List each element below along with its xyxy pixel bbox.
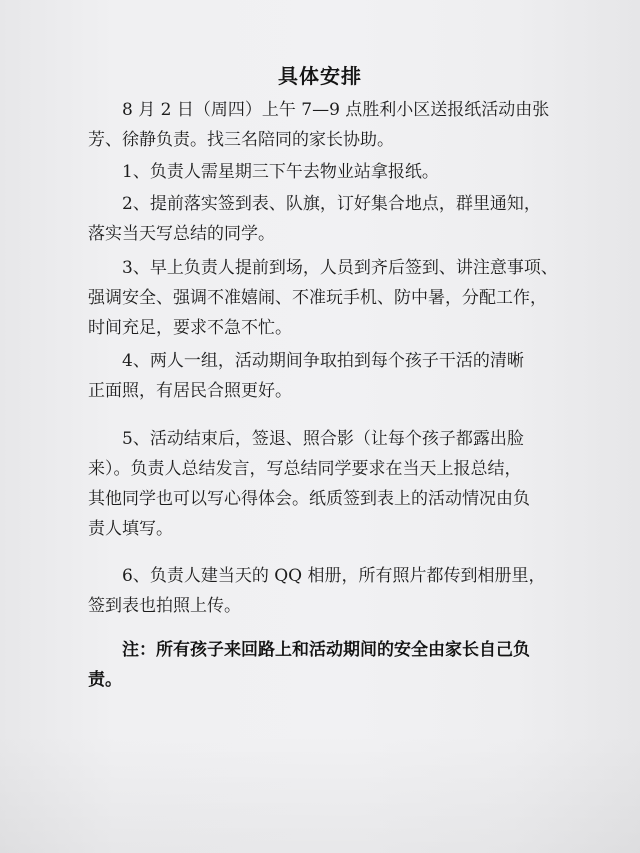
paragraph-line: 8 月 2 日（周四）上午 7—9 点胜利小区送报纸活动由张: [122, 100, 550, 120]
document-title: 具体安排: [278, 64, 362, 88]
paragraph-line: 强调安全、强调不准嬉闹、不准玩手机、防中暑，分配工作，: [88, 288, 547, 308]
paragraph-item-3: [88, 253, 568, 343]
paragraph-line: 4、两人一组，活动期间争取拍到每个孩子干活的清晰: [122, 351, 524, 371]
paragraph-line: 落实当天写总结的同学。: [88, 224, 275, 244]
paragraph-item-2: [88, 189, 568, 249]
note-line: 注：所有孩子来回路上和活动期间的安全由家长自己负: [122, 640, 530, 660]
paragraph-line: 1、负责人需星期三下午去物业站拿报纸。: [122, 162, 439, 182]
paragraph-intro: [88, 95, 568, 155]
paragraph-line: 时间充足，要求不急不忙。: [88, 318, 292, 338]
paragraph-item-6: [88, 561, 568, 621]
paragraph-line: 芳、徐静负责。找三名陪同的家长协助。: [88, 130, 394, 150]
paragraph-line: 6、负责人建当天的 QQ 相册，所有照片都传到相册里，: [122, 566, 546, 586]
safety-note: [88, 635, 568, 695]
paragraph-line: 其他同学也可以写心得体会。纸质签到表上的活动情况由负: [88, 489, 530, 509]
paragraph-line: 签到表也拍照上传。: [88, 596, 241, 616]
paragraph-line: 3、早上负责人提前到场，人员到齐后签到、讲注意事项、: [122, 258, 558, 278]
paragraph-line: 正面照，有居民合照更好。: [88, 381, 292, 401]
paragraph-line: 来）。负责人总结发言，写总结同学要求在当天上报总结，: [88, 459, 522, 479]
paragraph-line: 2、提前落实签到表、队旗，订好集合地点，群里通知，: [122, 194, 541, 214]
paragraph-item-1: [88, 157, 568, 187]
paragraph-item-4: [88, 346, 568, 406]
paragraph-line: 责人填写。: [88, 519, 173, 539]
note-line: 责。: [88, 670, 122, 690]
paragraph-line: 5、活动结束后，签退、照合影（让每个孩子都露出脸: [122, 429, 524, 449]
paragraph-item-5: [88, 424, 568, 544]
